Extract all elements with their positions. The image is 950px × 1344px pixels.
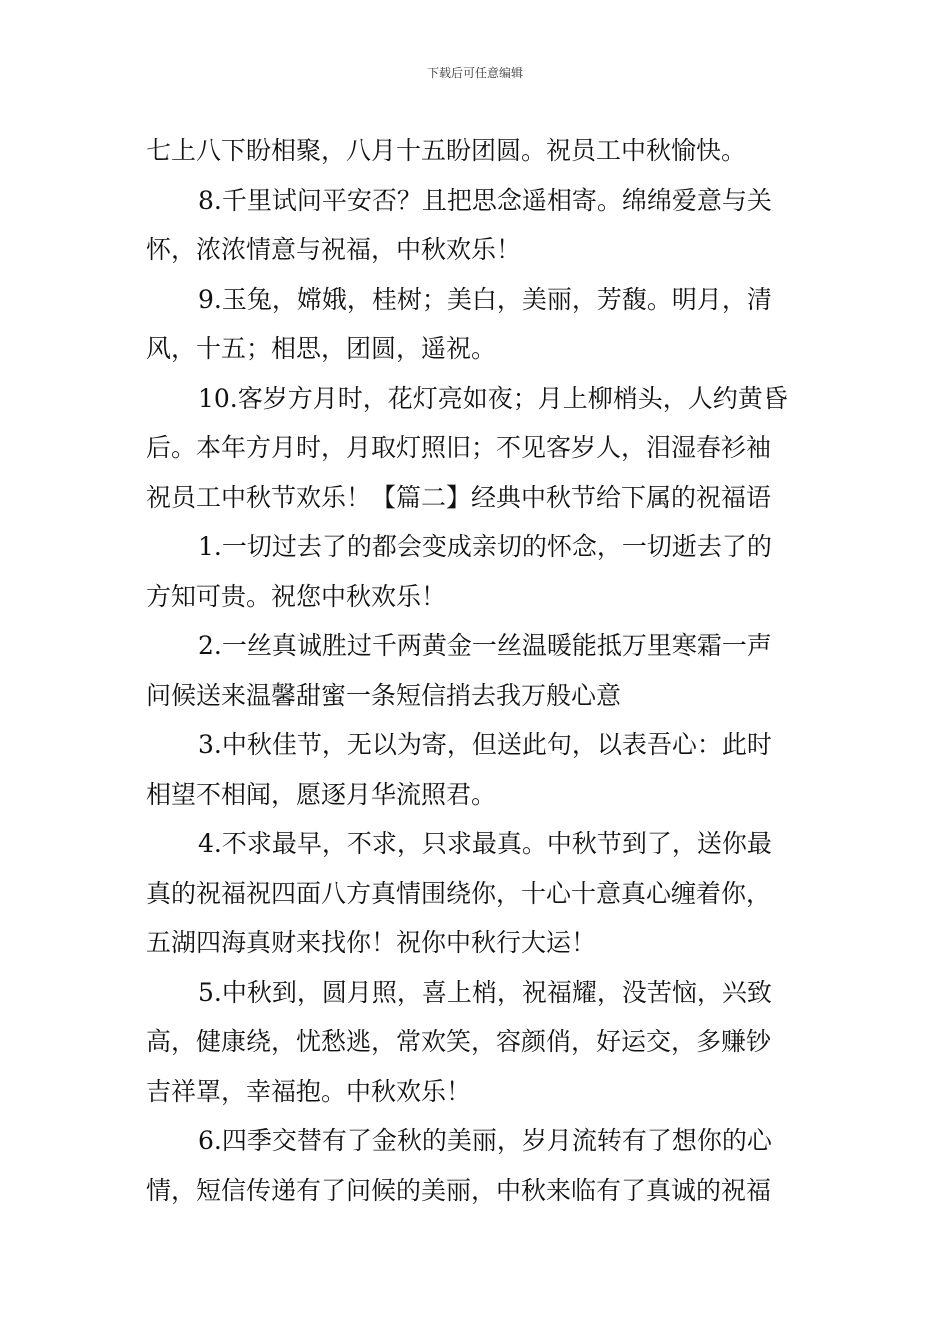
- text-line: 后。本年方月时，月取灯照旧；不见客岁人，泪湿春衫袖: [146, 433, 772, 462]
- text-line: 2.一丝真诚胜过千两黄金一丝温暖能抵万里寒霜一声: [198, 631, 772, 660]
- text-line: 5.中秋到，圆月照，喜上梢，祝福耀，没苦恼，兴致: [198, 977, 772, 1007]
- text-line: 祝员工中秋节欢乐！【篇二】经典中秋节给下属的祝福语: [146, 482, 772, 512]
- text-line: 4.不求最早，不求，只求最真。中秋节到了，送你最: [198, 829, 772, 858]
- text-line: 相望不相闻，愿逐月华流照君。: [146, 779, 497, 809]
- text-line: 1.一切过去了的都会变成亲切的怀念，一切逝去了的: [198, 532, 772, 561]
- text-line: 高，健康绕，忧愁逃，常欢笑，容颜俏，好运交，多赚钞: [146, 1027, 772, 1056]
- text-line: 怀，浓浓情意与祝福，中秋欢乐！: [146, 235, 522, 264]
- text-line: 真的祝福祝四面八方真情围绕你，十心十意真心缠着你，: [146, 878, 772, 908]
- text-line: 吉祥罩，幸福抱。中秋欢乐！: [146, 1076, 472, 1106]
- document-body: [146, 126, 811, 1215]
- text-line: 10.客岁方月时，花灯亮如夜；月上柳梢头，人约黄昏: [198, 383, 788, 413]
- text-line: 风，十五；相思，团圆，遥祝。: [146, 334, 497, 363]
- text-line: 3.中秋佳节，无以为寄，但送此句，以表吾心：此时: [198, 730, 772, 759]
- text-line: 问候送来温馨甜蜜一条短信捎去我万般心意: [146, 680, 622, 710]
- text-line: 8.千里试问平安否？且把思念遥相寄。绵绵爱意与关: [198, 185, 772, 215]
- text-line: 情，短信传递有了问候的美丽，中秋来临有了真诚的祝福: [146, 1175, 772, 1205]
- text-line: 方知可贵。祝您中秋欢乐！: [146, 581, 447, 611]
- page-header: 下载后可任意编辑: [426, 66, 523, 80]
- text-line: 9.玉兔，嫦娥，桂树；美白，美丽，芳馥。明月，清: [198, 284, 772, 314]
- text-line: 五湖四海真财来找你！祝你中秋行大运！: [146, 928, 597, 957]
- text-line: 6.四季交替有了金秋的美丽，岁月流转有了想你的心: [198, 1126, 772, 1155]
- text-line: 七上八下盼相聚，八月十五盼团圆。祝员工中秋愉快。: [146, 136, 747, 165]
